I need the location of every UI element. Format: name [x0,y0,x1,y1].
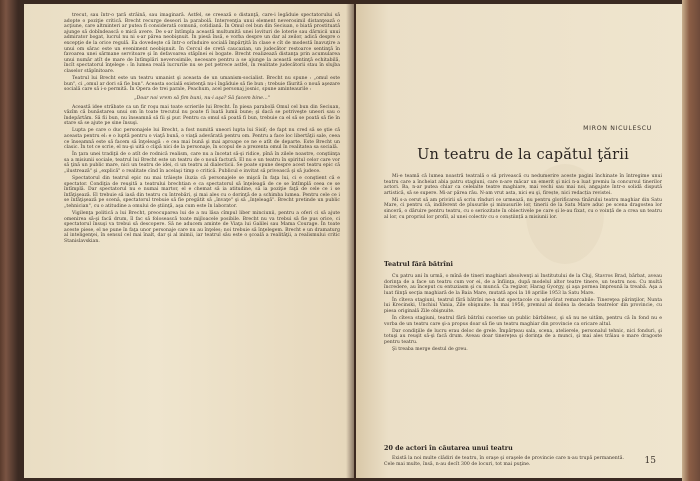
section-heading: Teatrul fără bătrîni [384,260,453,268]
paragraph: Spectatorul din teatrul epic nu mai trăieşte iluzia că personajele se mişcă în faţa lui, ci e conştient că e spectator. Condiţia de reuşită a teatrului brechtian e ca spectatorul să înţeleagă de ce se întîmplă ceea ce se întîmplă. Dar spectatorul nu e numai martor, el e chemat să ia atitudine, să ia poziţie faţă de cele ce i se înfăţişează. El trebuie să iasă din teatru cu întrebări, şi mai ales cu o dorinţă de a schimba lumea. Pentru cele ce i se înfăţişează pe scenă, spectatorul trebuie să fie pregătit să „învaţe" şi să „înţeleagă". Brecht pretinde un public „tehnician", cu o atitudine a omului de ştiinţă, aşa cum este în laborator. [64,176,340,209]
left-column-text [64,13,340,246]
paragraph: Există la noi multe clădiri de teatru, în oraşe şi oraşele de provincie care n-au trupă permanentă. Cele mai multe, însă, n-au decît 300 de locuri, tot mai puţine. [384,456,624,467]
paragraph: Mi-e teamă că lumea noastră teatrală o să privească cu nedumerire aceste pagini închinate în întregime unui teatru care a încheiat abia patru stagiuni, care n-are măcar un emerit şi nici n-a luat premiu la concursul tinerilor actori. Ba, n-ar putea chiar ca celelalte teatre maghiare, mai vechi sau mai noi, angajate într-o solidă dispută artistică, să se supere. Mi-ar părea rău. N-am vrut asta, nici eu şi, firește, nici redacția revistei. [384,174,662,196]
left-page [24,4,354,478]
intro-text [384,174,662,222]
paragraph: Şi treaba merge destul de greu. [392,346,468,352]
page-number: 15 [644,456,656,466]
right-page [356,4,682,478]
paragraph: Lupta pe care o duc personajele lui Brecht, a fost numită uneori lupta lui Sisif; de fapt nu cred să se ştie că aceasta pentru el: e o luptă pentru o viaţă bună, o viaţă adevărată pentru om. Pentru a face loc libertăţii sale, ceea ce înseamnă este să facem să înţeleagă : e cea mai bună şi mai aproape ce ne e atît de departe. Este Brecht un clasic. În tot ce scrie, el nu-şi uită o clipă nici de la personaje, în scopul de a prezenta omul în realitatea sa socială. [64,128,340,151]
paragraph: Mi s-a cerut să am privirii să scriu rînduri ce urmează, nu pentru glorificarea tînărului teatru maghiar din Satu Mare, ci pentru că, indiferent de plusurile şi minusurile lor, tinerii de la Satu Mare aduc pe scena dragostea lor sinceră, o dăruire pentru teatru, cu o seriozitate în obiectivele pe care și le-au fixat, cu o voință de a crea un teatru al lor, cu propriul lor profil, al unei colectiv cu o conștiință a misiunii lor. [384,197,662,220]
paragraph: În cîteva stagiuni, teatrul fără bătrîni ne-a dat spectacole cu adevărat remarcabile: Tinereţea părinţilor, Nunta lui Krecinski, Unchiul Vania, Zile obişnuite. În mai 1956, premiul al doilea la decada teatrelor din provincie, cu piesa originală Zile obişnuite. [384,297,662,314]
paragraph: Teatrul lui Brecht este un teatru umanist şi aceasta de un umanism-socialist. Brecht nu spune : „omul este bun", ci „omul ar dori să fie bun". Aceasta socială existenţă nu-i îngăduie să fie bun ; trebuie făurită o nouă aşezare socială care să i-o permită. În Opera de trei parale, Peachum, acel personaj josnic, spune aminteaurile : [64,75,340,93]
article-author: MIRON NICULESCU [583,125,652,132]
paragraph: În ţara unei tradiţii de o atît de rodnică realism, care nu a încetat să-şi ridice, pînă în zilele noastre, conştiinţa sa a misiunii sociale, teatrul lui Brecht este un teatru de o nouă factură. El nu e un teatru în spiritul celor care vor să ţină un public mare, nici un teatru de idei, ci un teatru al dialecticii. Se poate spune despre acest teatru epic că „ilustrează" şi „explică" o realitate cînd în acelaşi timp o critică. Publicul e invitat să privească şi să judece. [64,152,340,175]
quote: „Doar noi vrem să fim buni, nu-i aşa? Să facem bine..." [133,95,270,101]
paragraph: Dar condiţiile de lucru erau deloc de grele. Împărţeau sala, scena, atelierele, personalul tehnic, nici fonduri, şi totuşi au reuşit să-şi facă drum. Aveau doar tinereţea şi dorinţa de a munci, şi mai ales trăiau o mare dragoste pentru teatru. [384,328,662,345]
paragraph: Această idee străbate ca un fir roşu mai toate scrierile lui Brecht. În piesa parabolă Omul cel bun din Seciuan, văzîm că bunăstarea unui om în toate trecutul nu poate fi luată lumii bune; şi dacă se potriveşte uneori sau o îndepărtăm. Să fii bun, nu înseamnă să fii şi pur. Pentru ca omul să poată fi bun, trebuie ca el să se poată să fie în stare să se ajute pe sine însuşi. [64,104,340,127]
book-cover-edge [682,0,700,481]
paragraph: trecut, sau într-o ţară străină, sau imaginară. Astfel, se creează o distanţă, care-i legăduie spectatorului să adopte o poziţie critică. Brecht recurge deseori la parabolă. Intervenţia unui element neverosimil distanţează o acţiune, care altminteri ar putea fi considerată comună, cotidiană. În Omul cel bun din Seciuan, o biată prostituată ajunge să dobîndească o mică avere. De s-ar întîmpla această multumită unei lovituri de loterie sau dărnicii unui admirator bogat, lucrul nu ni s-ar părea neobişnuit. În piesă însă, e vorba despre un dar al zeilor, adică despre o excepţie de la orice regulă. Ea dovedeşte că într-o orînduire socială împărţită în clase e cît de modestă înavuţire a unui om sărac este un eveniment neobişnuit. În Cercul de cretă caucazian, un judecător restoarce sentinţă în favoarea unei sărmane servitoare şi în defavoarea stăpînei ei bogate. Brecht realizează distanţa prin acumularea unui număr atît de mare de întîmplări neverosimile, necesare pentru a se ajunge la această sentinţă echitabilă, încît spectatorul înţelege : în lumea reală lucrurile nu se pot petrece astfel, în realitate judecătorii stau în slujba claselor stăpînitoare. [64,13,340,74]
section-text [384,456,624,469]
section-heading: 20 de actori în căutarea unui teatru [384,444,513,452]
paragraph: Vigilenţa politică a lui Brecht, preocuparea lui de a nu lăsa cîmpul liber minciunii, pentru a oferi ci să ajute omenirea să-şi facă drum, îl fac să folosească toate mijloacele posibile. Brecht nu va trebui să fie pus orice, ci spectatorul însuşi va trebui să descopere. Să ne aducem aminte de Viaţa lui Galilei sau Mama Courage. În toate aceste piese, el ne pune în faţa unor personaje care nu au înţeles; noi trebuie să înţelegem. Brecht e un dramaturg al inteligenţei, în sensul cel mai înalt, dar şi al inimii, iar teatrul său este o şcoală a realităţii, a realismului critic Stanislavskian. [64,210,340,244]
paragraph: În cîteva stagiuni, teatrul fără bătrîni cucerise un public bărbătesc, şi să nu ne uităm, pentru că în fond nu e vorba de un teatru care şi-a propus doar să fie un teatru maghiar din provincie ca oricare altul. [384,315,662,327]
article-title: Un teatru de la capătul ţării [417,147,629,163]
paragraph: Cu patru ani în urmă, o mînă de tineri maghiari absolvenţi ai Institutului de la Cluj, Stavros Brad, bărbat, aveau dorinţa de a face un teatru cum vor ei, de a înfiinţa, după modelul altor teatre tinere, un teatru nou. Cu multă încredere, au început cu entuziasm şi cu muncă. Ca regizor, Harag Gyorgy, şi aşa pornea împreună la treabă. Aşa a luat fiinţă secţia maghiară de la Baia Mare, mutată apoi la 18 aprilie 1953 la Satu Mare. [384,274,662,296]
section-text [384,274,662,354]
